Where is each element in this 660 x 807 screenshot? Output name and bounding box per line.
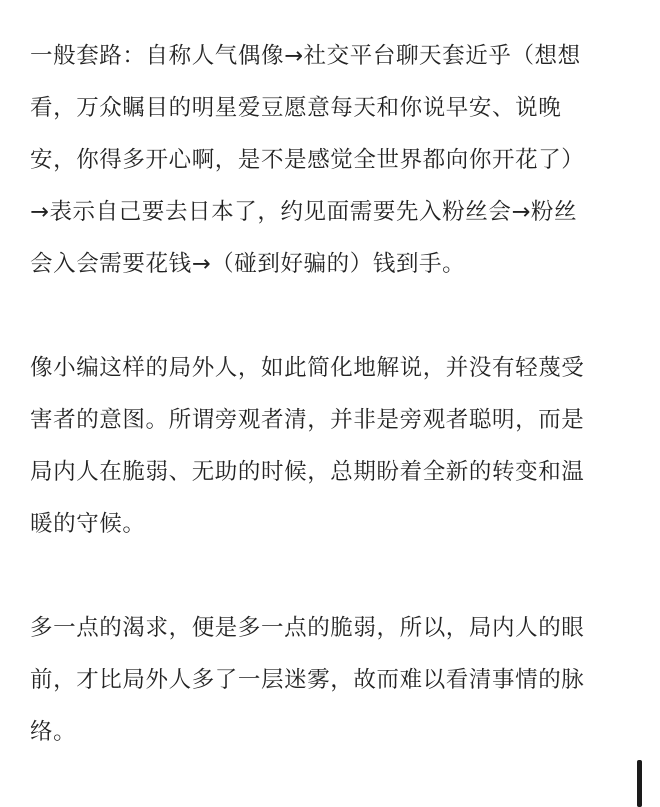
text-line: 一般套路：自称人气偶像→社交平台聊天套近乎（想想: [30, 43, 581, 69]
paragraph-fragility: [30, 602, 630, 758]
scrollbar-thumb[interactable]: [637, 760, 642, 807]
text-line: 害者的意图。所谓旁观者清，并非是旁观者聪明，而是: [30, 407, 585, 433]
text-line: 络。: [30, 719, 77, 745]
text-line: 看，万众瞩目的明星爱豆愿意每天和你说早安、说晚: [30, 95, 562, 121]
text-line: 多一点的渴求，便是多一点的脆弱，所以，局内人的眼: [30, 615, 585, 641]
text-line: 前，才比局外人多了一层迷雾，故而难以看清事情的脉: [30, 667, 585, 693]
text-line: 会入会需要花钱→（碰到好骗的）钱到手。: [30, 251, 466, 277]
paragraph-scam-routine: [30, 30, 630, 290]
paragraph-spacer: [30, 550, 630, 602]
text-line: →表示自己要去日本了，约见面需要先入粉丝会→粉丝: [30, 199, 578, 225]
paragraph-spacer: [30, 290, 630, 342]
text-line: 安，你得多开心啊，是不是感觉全世界都向你开花了）: [30, 147, 585, 173]
text-line: 像小编这样的局外人，如此简化地解说，并没有轻蔑受: [30, 355, 585, 381]
text-line: 暖的守候。: [30, 511, 146, 537]
text-line: 局内人在脆弱、无助的时候，总期盼着全新的转变和温: [30, 459, 585, 485]
article-body: [30, 30, 630, 758]
paragraph-outsider-view: [30, 342, 630, 550]
